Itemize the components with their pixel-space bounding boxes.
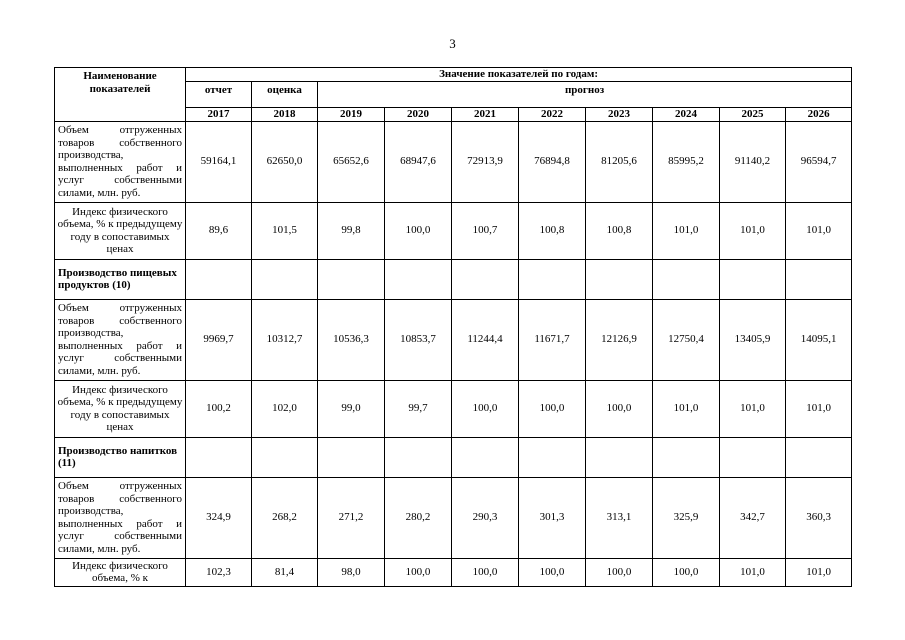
- value-cell: 290,3: [452, 477, 519, 558]
- table-row: [55, 299, 852, 380]
- value-cell: 102,0: [252, 380, 318, 437]
- value-cell: 10853,7: [385, 299, 452, 380]
- header-estimate: оценка: [252, 82, 318, 108]
- value-cell: 85995,2: [653, 121, 720, 202]
- value-cell: 101,0: [720, 558, 786, 586]
- header-name: Наименование показателей: [55, 68, 186, 122]
- header-year: 2021: [452, 108, 519, 122]
- indicators-table: [54, 67, 852, 587]
- header-year: 2025: [720, 108, 786, 122]
- value-cell: 100,0: [452, 558, 519, 586]
- value-cell: 10536,3: [318, 299, 385, 380]
- value-cell: 360,3: [786, 477, 852, 558]
- header-year: 2017: [186, 108, 252, 122]
- row-label: Индекс физического объема, % к предыдущему году в сопоставимых ценах: [55, 202, 186, 259]
- value-cell: [720, 259, 786, 299]
- value-cell: 11244,4: [452, 299, 519, 380]
- value-cell: [318, 259, 385, 299]
- header-year: 2019: [318, 108, 385, 122]
- section-row: [55, 437, 852, 477]
- value-cell: 81205,6: [586, 121, 653, 202]
- value-cell: [252, 437, 318, 477]
- value-cell: 76894,8: [519, 121, 586, 202]
- value-cell: 280,2: [385, 477, 452, 558]
- value-cell: [318, 437, 385, 477]
- value-cell: [786, 259, 852, 299]
- header-year: 2018: [252, 108, 318, 122]
- header-year: 2022: [519, 108, 586, 122]
- row-label: Объем отгруженных товаров собственного производства, выполненных работ и услуг собственными силами, млн. руб.: [55, 299, 186, 380]
- value-cell: 10312,7: [252, 299, 318, 380]
- row-label: Индекс физического объема, % к: [55, 558, 186, 586]
- value-cell: 91140,2: [720, 121, 786, 202]
- value-cell: [385, 437, 452, 477]
- value-cell: 101,0: [786, 202, 852, 259]
- value-cell: 13405,9: [720, 299, 786, 380]
- value-cell: 99,8: [318, 202, 385, 259]
- value-cell: [720, 437, 786, 477]
- value-cell: 62650,0: [252, 121, 318, 202]
- row-label: Объем отгруженных товаров собственного производства, выполненных работ и услуг собственными силами, млн. руб.: [55, 121, 186, 202]
- value-cell: 271,2: [318, 477, 385, 558]
- value-cell: [653, 259, 720, 299]
- value-cell: [653, 437, 720, 477]
- value-cell: 68947,6: [385, 121, 452, 202]
- value-cell: 100,0: [519, 380, 586, 437]
- value-cell: [586, 437, 653, 477]
- value-cell: 98,0: [318, 558, 385, 586]
- value-cell: 324,9: [186, 477, 252, 558]
- value-cell: 100,0: [519, 558, 586, 586]
- value-cell: 59164,1: [186, 121, 252, 202]
- value-cell: [252, 259, 318, 299]
- value-cell: [186, 259, 252, 299]
- value-cell: 11671,7: [519, 299, 586, 380]
- value-cell: 301,3: [519, 477, 586, 558]
- section-label: Производство напитков (11): [55, 437, 186, 477]
- value-cell: 101,0: [786, 380, 852, 437]
- header-report: отчет: [186, 82, 252, 108]
- value-cell: [519, 259, 586, 299]
- table-row: [55, 202, 852, 259]
- value-cell: [385, 259, 452, 299]
- value-cell: 325,9: [653, 477, 720, 558]
- value-cell: 12126,9: [586, 299, 653, 380]
- value-cell: 100,0: [586, 558, 653, 586]
- value-cell: [452, 259, 519, 299]
- value-cell: 100,0: [586, 380, 653, 437]
- value-cell: 72913,9: [452, 121, 519, 202]
- section-row: [55, 259, 852, 299]
- value-cell: 100,8: [519, 202, 586, 259]
- table-row: [55, 477, 852, 558]
- header-values-group: Значение показателей по годам:: [186, 68, 852, 82]
- header-year: 2024: [653, 108, 720, 122]
- table-row: [55, 121, 852, 202]
- value-cell: 99,0: [318, 380, 385, 437]
- value-cell: 100,0: [653, 558, 720, 586]
- table-row: [55, 558, 852, 586]
- value-cell: 100,8: [586, 202, 653, 259]
- value-cell: [519, 437, 586, 477]
- value-cell: 99,7: [385, 380, 452, 437]
- section-label: Производство пищевых продуктов (10): [55, 259, 186, 299]
- value-cell: [452, 437, 519, 477]
- value-cell: 101,0: [720, 380, 786, 437]
- value-cell: 100,0: [452, 380, 519, 437]
- value-cell: [586, 259, 653, 299]
- value-cell: 101,0: [653, 380, 720, 437]
- value-cell: 101,0: [720, 202, 786, 259]
- row-label: Индекс физического объема, % к предыдущему году в сопоставимых ценах: [55, 380, 186, 437]
- table-body: [55, 121, 852, 586]
- value-cell: 100,2: [186, 380, 252, 437]
- value-cell: [786, 437, 852, 477]
- value-cell: 313,1: [586, 477, 653, 558]
- value-cell: 100,7: [452, 202, 519, 259]
- value-cell: 342,7: [720, 477, 786, 558]
- page-number: 3: [449, 36, 456, 51]
- header-year: 2026: [786, 108, 852, 122]
- header-year: 2020: [385, 108, 452, 122]
- value-cell: 65652,6: [318, 121, 385, 202]
- value-cell: 100,0: [385, 202, 452, 259]
- value-cell: 89,6: [186, 202, 252, 259]
- table-row: [55, 380, 852, 437]
- value-cell: 12750,4: [653, 299, 720, 380]
- value-cell: 102,3: [186, 558, 252, 586]
- value-cell: 9969,7: [186, 299, 252, 380]
- header-forecast: прогноз: [318, 82, 852, 108]
- value-cell: 101,0: [653, 202, 720, 259]
- row-label: Объем отгруженных товаров собственного производства, выполненных работ и услуг собственными силами, млн. руб.: [55, 477, 186, 558]
- value-cell: 81,4: [252, 558, 318, 586]
- header-year: 2023: [586, 108, 653, 122]
- value-cell: 100,0: [385, 558, 452, 586]
- value-cell: 268,2: [252, 477, 318, 558]
- value-cell: 101,0: [786, 558, 852, 586]
- value-cell: 101,5: [252, 202, 318, 259]
- value-cell: 14095,1: [786, 299, 852, 380]
- value-cell: [186, 437, 252, 477]
- value-cell: 96594,7: [786, 121, 852, 202]
